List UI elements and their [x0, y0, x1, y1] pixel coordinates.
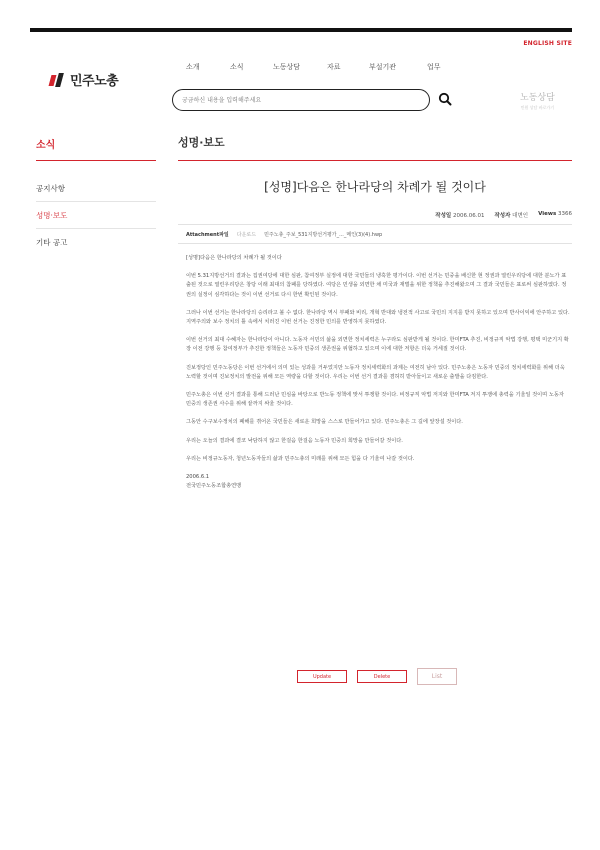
counsel-subtitle: 민원 상담 바로가기 [520, 105, 555, 110]
page-title-divider [178, 160, 572, 161]
signature-date: 2006.6.1 [186, 474, 210, 481]
article-paragraph: 이번 선거의 최대 수혜자는 한나라당이 아니다. 노동자 서민의 삶을 외면한 정치세력은 누구라도 심판받게 될 것이다. 한미FTA 추진, 비정규직 악법 강행, 평택 미군기지 확장 이전 강행 등 참여정부가 추진한 정책들은 노동자 민중의 생존권을 위협하고 있으며 이에 대한 저항은 더욱 거세질 것이다. [186, 337, 569, 353]
attachment-row [186, 231, 382, 238]
page-title: 성명·보도 [178, 136, 225, 149]
list-button[interactable]: List [417, 668, 457, 685]
article-paragraph: 그동안 수구보수정치의 폐해를 겪어온 국민들은 새로운 희망을 스스로 만들어가고 있다. 민주노총은 그 길에 앞장설 것이다. [186, 419, 463, 426]
nav-item-resources[interactable]: 자료 [327, 63, 341, 71]
sidebar-divider [36, 160, 156, 161]
sidebar-title: 소식 [36, 140, 56, 151]
top-bar [30, 28, 572, 32]
search-input[interactable] [172, 89, 430, 111]
search-icon[interactable] [438, 92, 452, 106]
sidebar-item-statements[interactable]: 성명·보도 [36, 202, 156, 229]
nav-item-news[interactable]: 소식 [230, 63, 244, 71]
meta-divider [178, 224, 572, 225]
update-button[interactable]: Update [297, 670, 347, 683]
article-body [186, 254, 570, 491]
article-views: 3366 [558, 211, 572, 217]
action-buttons [297, 668, 457, 685]
article-paragraph: 진보정당인 민주노동당은 이번 선거에서 의미 있는 성과를 거두었지만 노동자 정치세력화의 과제는 여전히 남아 있다. 민주노총은 노동자 민중의 정치세력화를 위해 더욱 노력할 것이며 진보정치의 발전을 위해 모든 역량을 다할 것이다. 우리는 이번 선거 결과를 겸허히 받아들이고 새로운 출발을 다짐한다. [186, 364, 565, 380]
main-nav [186, 62, 441, 72]
counsel-title: 노동상담 [520, 93, 555, 103]
sidebar-item-notices[interactable]: 공지사항 [36, 175, 156, 202]
date-label: 작성일 [435, 213, 452, 219]
article-date: 2006.06.01 [452, 213, 485, 219]
sidebar-menu [36, 175, 156, 256]
logo[interactable] [50, 70, 118, 89]
logo-icon [50, 73, 66, 87]
counsel-link[interactable] [520, 90, 555, 111]
attachment-label: Attachment파일 [186, 232, 229, 238]
signature-org: 전국민주노동조합총연맹 [186, 483, 242, 490]
download-link[interactable]: 다운로드 [236, 232, 257, 238]
article-paragraph: [성명]다음은 한나라당의 차례가 될 것이다 [186, 255, 282, 261]
nav-item-intro[interactable]: 소개 [186, 63, 200, 71]
nav-item-institutes[interactable]: 부설기관 [369, 63, 397, 71]
article-title: [성명]다음은 한나라당의 차례가 될 것이다 [264, 180, 486, 194]
article-paragraph: 이번 5.31지방선거의 결과는 집권여당에 대한 심판, 참여정부 실정에 대한 국민들의 냉혹한 평가이다. 이번 선거는 민중을 배신한 현 정권과 열린우리당에 대한 분노가 표출된 것으로 열린우리당은 창당 이래 최대의 참패를 당하였다. 여당은 민생을 외면한 채 미국과 재벌을 위한 정책을 추진해왔으며 그 결과 국민들은 표로써 심판하였다. 정권의 실정이 심각하다는 것이 이번 선거로 다시 한번 확인된 것이다. [186, 273, 567, 298]
writer-label: 작성자 [494, 213, 511, 219]
attachment-file-link[interactable]: 민주노총_주보_531지방선거평가_..._메인(3)(4).hwp [264, 232, 383, 238]
attachment-divider [178, 243, 572, 244]
nav-item-work[interactable]: 업무 [427, 63, 441, 71]
article-paragraph: 우리는 비정규노동자, 청년노동자들의 삶과 민주노총의 미래를 위해 모든 힘을 다 기울여 나갈 것이다. [186, 455, 415, 462]
article-paragraph: 우리는 오늘의 결과에 결코 낙담하지 않고 한걸음 한걸음 노동자 민중의 희망을 만들어갈 것이다. [186, 437, 403, 444]
sidebar-item-other-notices[interactable]: 기타 공고 [36, 238, 68, 247]
english-site-link[interactable]: ENGLISH SITE [523, 40, 572, 47]
article-writer: 대변인 [512, 213, 529, 219]
logo-text: 민주노총 [70, 74, 119, 89]
delete-button[interactable]: Delete [357, 670, 407, 683]
views-label: Views [538, 211, 557, 217]
article-meta [435, 211, 572, 219]
article-paragraph: 그러나 이번 선거는 한나라당의 승리라고 볼 수 없다. 한나라당 역시 부패와 비리, 개혁 반대와 냉전적 사고로 국민의 지지를 받지 못하고 있으며 반사이익에 안주하고 있다. 지역주의와 보수 정치의 틀 속에서 치러진 이번 선거는 진정한 민의를 반영하지 못하였다. [186, 309, 570, 326]
article-paragraph: 민주노총은 이번 선거 결과를 통해 드러난 민심을 바탕으로 반노동 정책에 맞서 투쟁할 것이다. 비정규직 악법 저지와 한미FTA 저지 투쟁에 총력을 기울일 것이며 노동자 민중의 생존권 사수를 위해 끝까지 싸울 것이다. [186, 392, 564, 408]
nav-item-counsel[interactable]: 노동상담 [273, 63, 301, 71]
